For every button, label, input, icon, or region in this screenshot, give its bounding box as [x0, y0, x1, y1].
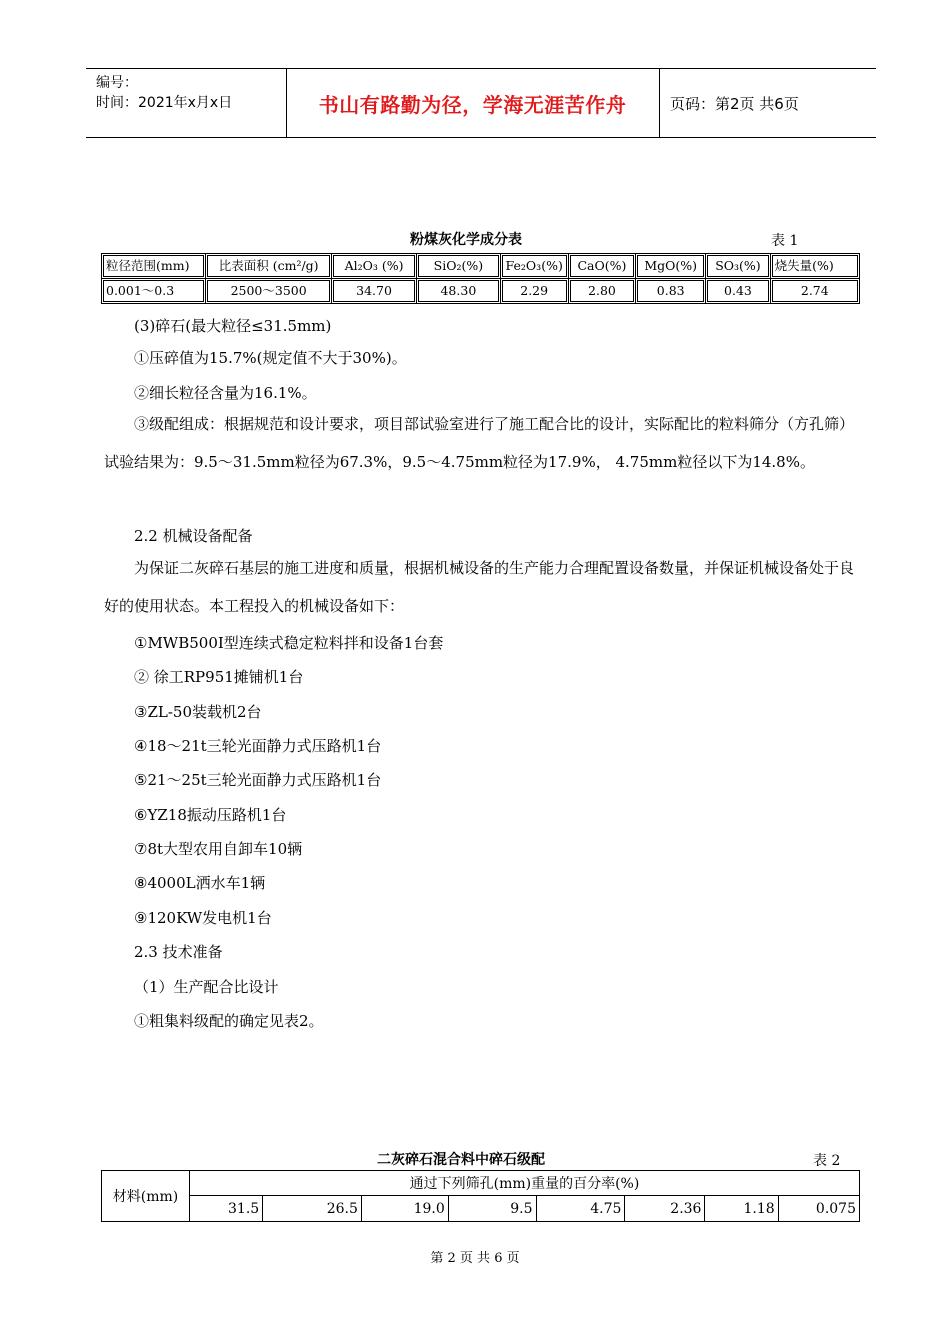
crush-value-text: ①压碎值为15.7%(规定值不大于30%)。 [134, 349, 407, 367]
table1-number: 表 1 [771, 233, 799, 249]
sieve-size-cell: 19.0 [361, 1196, 448, 1222]
table-cell: 2.80 [570, 280, 634, 302]
table-reference-text: ①粗集料级配的确定见表2。 [134, 1012, 324, 1030]
equipment-item: ② 徐工RP951摊铺机1台 [134, 668, 304, 686]
gradation-paragraph [104, 406, 864, 481]
material-header-cell: 材料(mm) [102, 1171, 190, 1222]
section-2-2-heading: 2.2 机械设备配备 [134, 527, 253, 545]
equipment-intro-text: 为保证二灰碎石基层的施工进度和质量，根据机械设备的生产能力合理配置设备数量，并保证机械设备处于良好的使用状态。本工程投入的机械设备如下： [104, 559, 855, 615]
table-header-row [102, 254, 860, 279]
table-header-cell: CaO(%) [570, 255, 634, 277]
table-header-cell: MgO(%) [637, 255, 704, 277]
table-cell: 2500～3500 [207, 280, 329, 302]
table-row [102, 1196, 860, 1222]
table1-title: 粉煤灰化学成分表 [410, 232, 522, 248]
page-info: 页码：第2页 共6页 [670, 95, 799, 113]
equipment-item: ⑥YZ18振动压路机1台 [134, 806, 287, 824]
sieve-size-cell: 31.5 [189, 1196, 262, 1222]
table-header-cell: Fe₂O₃(%) [502, 255, 567, 277]
sieve-size-cell: 1.18 [705, 1196, 778, 1222]
sieve-size-cell: 4.75 [536, 1196, 625, 1222]
table2-number: 表 2 [813, 1153, 841, 1169]
table-header-cell: 烧失量(%) [772, 255, 858, 277]
table-cell: 34.70 [333, 280, 415, 302]
equipment-item: ⑧4000L洒水车1辆 [134, 874, 266, 892]
table-header-cell: 比表面积 (cm²/g) [207, 255, 329, 277]
table-header-row [102, 1171, 860, 1196]
table-cell: 48.30 [418, 280, 498, 302]
header-motto: 书山有路勤为径，学海无涯苦作舟 [318, 93, 627, 117]
table-header-cell: 粒径范围(mm) [103, 255, 204, 277]
sieve-size-cell: 0.075 [778, 1196, 859, 1222]
equipment-item: ⑦8t大型农用自卸车10辆 [134, 840, 303, 858]
table-cell: 0.001～0.3 [103, 280, 204, 302]
fly-ash-chemical-table [101, 253, 860, 304]
subsection-heading: （1）生产配合比设计 [134, 978, 279, 996]
gradation-text: ③级配组成：根据规范和设计要求，项目部试验室进行了施工配合比的设计，实际配比的粒料筛分（方孔筛）试验结果为：9.5～31.5mm粒径为67.3%，9.5～4.75mm粒径为17.9%， 4.75mm粒径以下为14.8%。 [104, 415, 855, 471]
table-row [102, 279, 860, 304]
number-label: 编号： [96, 75, 138, 91]
gravel-gradation-table [101, 1170, 860, 1222]
table-cell: 0.83 [637, 280, 704, 302]
table2-title: 二灰碎石混合料中碎石级配 [377, 1152, 545, 1168]
header-divider [659, 69, 660, 137]
table-header-cell: SiO₂(%) [418, 255, 498, 277]
table-header-cell: SO₃(%) [707, 255, 768, 277]
page-header [86, 68, 876, 138]
sieve-size-cell: 26.5 [263, 1196, 362, 1222]
gravel-heading: (3)碎石(最大粒径≤31.5mm) [134, 317, 332, 335]
table-cell: 2.29 [502, 280, 567, 302]
table-cell: 2.74 [772, 280, 858, 302]
table-cell: 0.43 [707, 280, 768, 302]
equipment-item: ④18～21t三轮光面静力式压路机1台 [134, 737, 382, 755]
section-2-3-heading: 2.3 技术准备 [134, 943, 223, 961]
equipment-item: ⑤21～25t三轮光面静力式压路机1台 [134, 771, 382, 789]
elongated-content-text: ②细长粒径含量为16.1%。 [134, 384, 317, 402]
equipment-intro-paragraph [104, 550, 864, 625]
equipment-item: ①MWB500I型连续式稳定粒料拌和设备1台套 [134, 634, 444, 652]
equipment-item: ⑨120KW发电机1台 [134, 909, 272, 927]
sieve-span-header-cell: 通过下列筛孔(mm)重量的百分率(%) [189, 1171, 859, 1196]
sieve-size-cell: 2.36 [625, 1196, 705, 1222]
header-meta [96, 73, 232, 113]
time-label: 时间：2021年x月x日 [96, 95, 233, 111]
table-header-cell: Al₂O₃ (%) [333, 255, 415, 277]
page-footer: 第 2 页 共 6 页 [430, 1251, 520, 1266]
equipment-item: ③ZL-50装载机2台 [134, 703, 262, 721]
sieve-size-cell: 9.5 [448, 1196, 536, 1222]
